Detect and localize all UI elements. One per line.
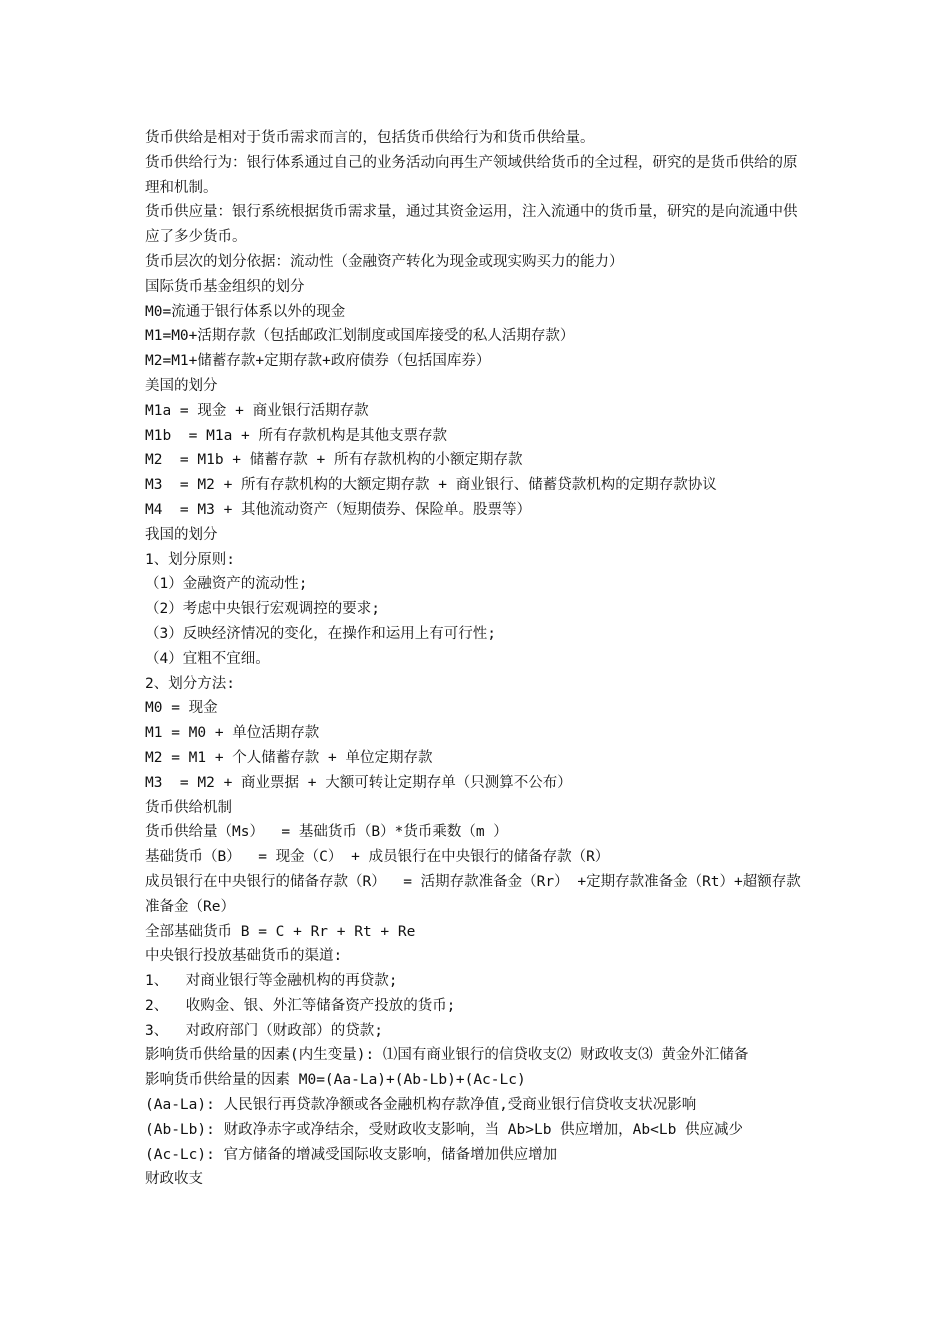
- formula-m0-factors: 影响货币供给量的因素 M0=(Aa-La)+(Ab-Lb)+(Ac-Lc): [145, 1072, 526, 1089]
- list-item-principle-4: （4）宜粗不宜细。: [145, 650, 270, 667]
- heading-china-division: 我国的划分: [145, 526, 218, 543]
- formula-cn-m0: M0 = 现金: [145, 700, 218, 717]
- formula-base-money: 基础货币（B） = 现金（C） + 成员银行在中央银行的储备存款（R）: [145, 849, 610, 866]
- heading-division-principles: 1、划分原则:: [145, 551, 235, 568]
- heading-fiscal-balance: 财政收支: [145, 1171, 203, 1188]
- formula-us-m1a: M1a = 现金 + 商业银行活期存款: [145, 402, 369, 419]
- formula-us-m4: M4 = M3 + 其他流动资产（短期债券、保险单。股票等）: [145, 501, 532, 518]
- paragraph-ab-lb: (Ab-Lb): 财政净赤字或净结余，受财政收支影响，当 Ab>Lb 供应增加，Ab<Lb 供应减少: [145, 1121, 744, 1138]
- formula-cn-m1: M1 = M0 + 单位活期存款: [145, 725, 320, 742]
- formula-us-m2: M2 = M1b + 储蓄存款 + 所有存款机构的小额定期存款: [145, 452, 523, 469]
- paragraph-endogenous-factors: 影响货币供给量的因素(内生变量): ⑴国有商业银行的信贷收支⑵ 财政收支⑶ 黄金外汇储备: [145, 1047, 749, 1064]
- list-item-principle-1: （1）金融资产的流动性;: [145, 576, 308, 593]
- formula-cn-m2: M2 = M1 + 个人储蓄存款 + 单位定期存款: [145, 749, 433, 766]
- formula-imf-m2: M2=M1+储蓄存款+定期存款+政府债券（包括国库券）: [145, 353, 491, 370]
- formula-total-base-money: 全部基础货币 B = C + Rr + Rt + Re: [145, 923, 416, 940]
- heading-money-supply-mechanism: 货币供给机制: [145, 799, 232, 816]
- list-item-channel-3: 3、 对政府部门（财政部）的贷款;: [145, 1022, 383, 1039]
- list-item-channel-1: 1、 对商业银行等金融机构的再贷款;: [145, 973, 398, 990]
- paragraph-money-supply-behavior: 货币供给行为：银行体系通过自己的业务活动向再生产领域供给货币的全过程，研究的是货币供给的原理和机制。: [145, 154, 798, 196]
- formula-money-supply-ms: 货币供给量（Ms） = 基础货币（B）*货币乘数（m ）: [145, 824, 508, 841]
- list-item-channel-2: 2、 收购金、银、外汇等储备资产投放的货币;: [145, 997, 456, 1014]
- paragraph-aa-la: (Aa-La): 人民银行再贷款净额或各金融机构存款净值,受商业银行信贷收支状况影响: [145, 1097, 697, 1114]
- formula-imf-m1: M1=M0+活期存款（包括邮政汇划制度或国库接受的私人活期存款）: [145, 328, 575, 345]
- document-body: [145, 126, 810, 1192]
- heading-us-division: 美国的划分: [145, 377, 218, 394]
- paragraph-money-level-basis: 货币层次的划分依据：流动性（金融资产转化为现金或现实购买力的能力）: [145, 253, 624, 270]
- list-item-principle-2: （2）考虑中央银行宏观调控的要求;: [145, 601, 380, 618]
- paragraph-money-supply-quantity: 货币供应量：银行系统根据货币需求量，通过其资金运用，注入流通中的货币量，研究的是向流通中供应了多少货币。: [145, 204, 798, 246]
- formula-cn-m3: M3 = M2 + 商业票据 + 大额可转让定期存单（只测算不公布）: [145, 774, 572, 791]
- heading-division-methods: 2、划分方法:: [145, 675, 235, 692]
- heading-imf-division: 国际货币基金组织的划分: [145, 278, 305, 295]
- formula-imf-m0: M0=流通于银行体系以外的现金: [145, 303, 346, 320]
- formula-reserve-deposits: 成员银行在中央银行的储备存款（R） = 活期存款准备金（Rr） +定期存款准备金（Rt）+超额存款准备金（Re）: [145, 873, 801, 915]
- formula-us-m3: M3 = M2 + 所有存款机构的大额定期存款 + 商业银行、储蓄贷款机构的定期存款协议: [145, 477, 717, 494]
- formula-us-m1b: M1b = M1a + 所有存款机构是其他支票存款: [145, 427, 447, 444]
- paragraph-money-supply-definition: 货币供给是相对于货币需求而言的，包括货币供给行为和货币供给量。: [145, 130, 595, 146]
- heading-base-money-channels: 中央银行投放基础货币的渠道:: [145, 948, 343, 965]
- list-item-principle-3: （3）反映经济情况的变化，在操作和运用上有可行性;: [145, 625, 496, 642]
- paragraph-ac-lc: (Ac-Lc): 官方储备的增减受国际收支影响，储备增加供应增加: [145, 1146, 558, 1163]
